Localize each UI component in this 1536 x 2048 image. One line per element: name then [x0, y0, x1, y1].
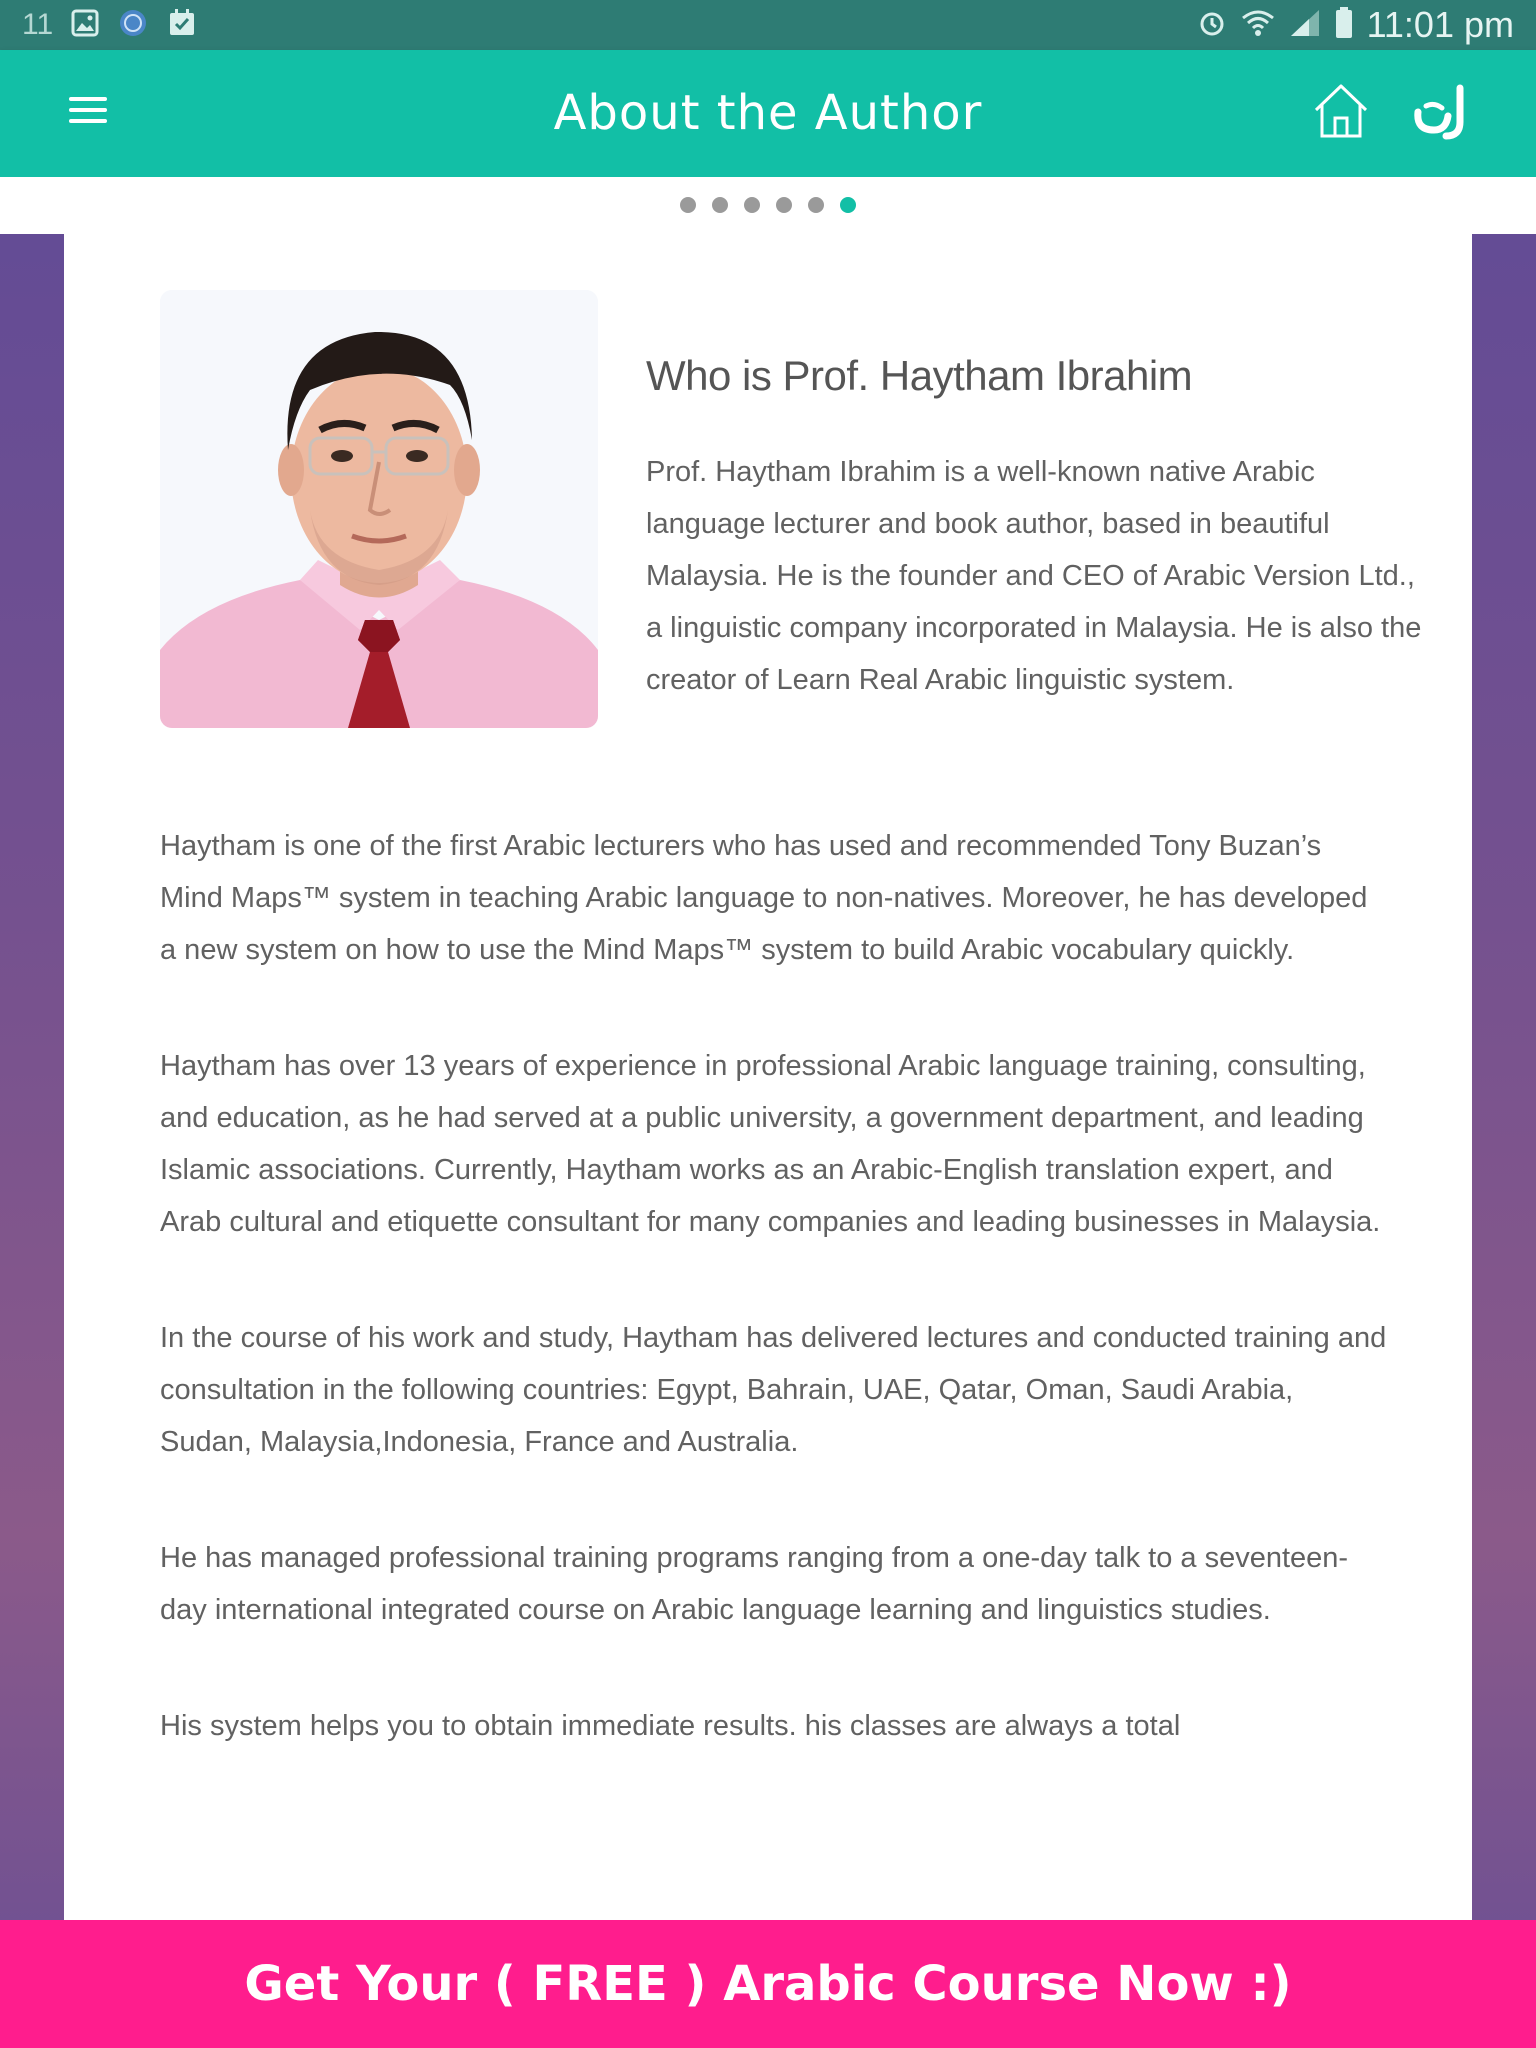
- page-dot[interactable]: [744, 197, 760, 213]
- task-notification-icon: [167, 8, 197, 43]
- author-photo: [160, 290, 598, 728]
- home-icon: [1310, 80, 1372, 142]
- free-course-button[interactable]: Get Your ( FREE ) Arabic Course Now :): [0, 1920, 1536, 2048]
- wifi-icon: [1241, 8, 1275, 43]
- page-dot[interactable]: [712, 197, 728, 213]
- notification-count: 11: [22, 8, 54, 41]
- gallery-notification-icon: [71, 9, 99, 42]
- status-notifications: [22, 0, 197, 50]
- bio-paragraph: Haytham has over 13 years of experience in professional Arabic language training, consulting, and education, as he had served at a public university, a government department, and leading Islamic associations. Currently, Haytham works as an Arabic-English translation expert, and Arab cultural and etiquette consultant for many companies and leading businesses in Malaysia.: [160, 1050, 1381, 1238]
- pager-strip: [0, 177, 1536, 234]
- status-time: 11:01 pm: [1366, 4, 1514, 45]
- home-button[interactable]: [1310, 80, 1372, 142]
- app-bar: [0, 50, 1536, 177]
- status-system: [1197, 0, 1514, 50]
- status-bar: [0, 0, 1536, 50]
- page-dot[interactable]: [840, 197, 856, 213]
- author-heading: Who is Prof. Haytham Ibrahim: [646, 352, 1193, 399]
- page-dot[interactable]: [680, 197, 696, 213]
- bio-paragraph: In the course of his work and study, Haytham has delivered lectures and conducted training and consultation in the following countries: Egypt, Bahrain, UAE, Qatar, Oman, Saudi Arabia, Sudan, Malaysia,Indonesia, France and Australia.: [160, 1322, 1387, 1458]
- battery-icon: [1335, 7, 1353, 44]
- page-dot[interactable]: [776, 197, 792, 213]
- page-title: About the Author: [553, 85, 983, 141]
- page-indicator[interactable]: [0, 197, 1536, 213]
- bio-paragraph: Haytham is one of the first Arabic lecturers who has used and recommended Tony Buzan’s Mind Maps™ system in teaching Arabic language to non-natives. Moreover, he has developed a new system on how to use the Mind Maps™ system to build Arabic vocabulary quickly.: [160, 830, 1368, 966]
- page-dot[interactable]: [808, 197, 824, 213]
- alarm-icon: [1197, 8, 1227, 43]
- content-card: [64, 234, 1472, 1920]
- brand-logo-button[interactable]: [1412, 82, 1476, 144]
- bio-paragraph: He has managed professional training programs ranging from a one-day talk to a seventeen-day international integrated course on Arabic language learning and linguistics studies.: [160, 1542, 1349, 1626]
- app-notification-icon: [117, 7, 149, 44]
- arabic-logo-icon: [1412, 82, 1476, 144]
- signal-icon: [1289, 8, 1321, 43]
- author-bio: [160, 820, 1390, 1816]
- author-intro: Prof. Haytham Ibrahim is a well-known native Arabic language lecturer and book author, based in beautiful Malaysia. He is the founder and CEO of Arabic Version Ltd., a linguistic company incorporated in Malaysia. He is also the creator of Learn Real Arabic linguistic system.: [646, 456, 1422, 696]
- bio-paragraph: His system helps you to obtain immediate results. his classes are always a total: [160, 1710, 1181, 1742]
